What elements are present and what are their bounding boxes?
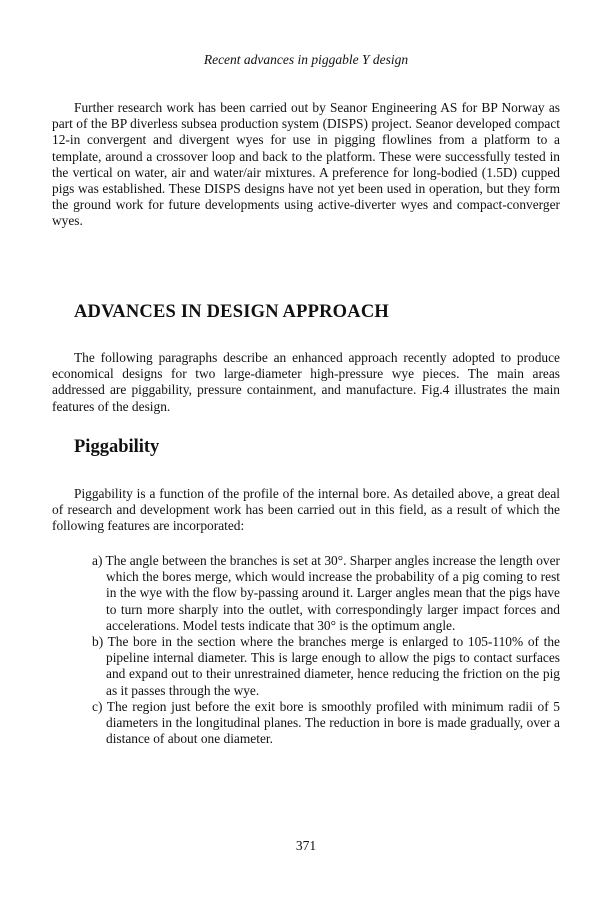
list-item: c) The region just before the exit bore is smoothly profiled with minimum radii of 5 diameters in the longitudinal planes. The reduction in bore is made gradually, over a distance of about one diameter. <box>92 698 560 747</box>
section-heading: ADVANCES IN DESIGN APPROACH <box>74 302 389 322</box>
intro-paragraph: Further research work has been carried out by Seanor Engineering AS for BP Norway as part of the BP diverless subsea production system (DISPS) project. Seanor developed compact 12-in convergent and divergent wyes for use in pigging flowlines from a platform to a template, around a crossover loop and back to the platform. These were successfully tested in the vertical on water, air and water/air mixtures. A preference for long-bodied (1.5D) cupped pigs was established. These DISPS designs have not yet been used in operation, but they form the ground work for future developments using active-diverter wyes and compact-converger wyes. <box>52 100 560 229</box>
running-head: Recent advances in piggable Y design <box>203 52 409 67</box>
feature-list <box>92 553 560 747</box>
intro-section <box>52 100 560 230</box>
page-number: 371 <box>295 838 317 853</box>
list-item: a) The angle between the branches is set at 30°. Sharper angles increase the length over which the bores merge, which would increase the probability of a pig coming to rest in the wye with the flow by-passing around it. Larger angles mean that the pigs have to turn more sharply into the outlet, with correspondingly larger impact forces and accelerations. Model tests indicate that 30° is the optimum angle. <box>92 553 560 633</box>
list-item: b) The bore in the section where the branches merge is enlarged to 105-110% of the pipeline internal diameter. This is large enough to allow the pigs to contact surfaces and expand out to their unrestrained diameter, hence reducing the friction on the pig as it passes through the wye. <box>92 634 560 698</box>
subsection-body <box>52 486 560 535</box>
subsection-heading: Piggability <box>74 437 160 457</box>
section-paragraph: The following paragraphs describe an enhanced approach recently adopted to produce economical designs for two large-diameter high-pressure wye pieces. The main areas addressed are piggability, pressure containment, and manufacture. Fig.4 illustrates the main features of the design. <box>52 350 560 414</box>
subsection-paragraph: Piggability is a function of the profile of the internal bore. As detailed above, a great deal of research and development work has been carried out in this field, as a result of which the following features are incorporated: <box>52 486 560 534</box>
section-body <box>52 350 560 415</box>
